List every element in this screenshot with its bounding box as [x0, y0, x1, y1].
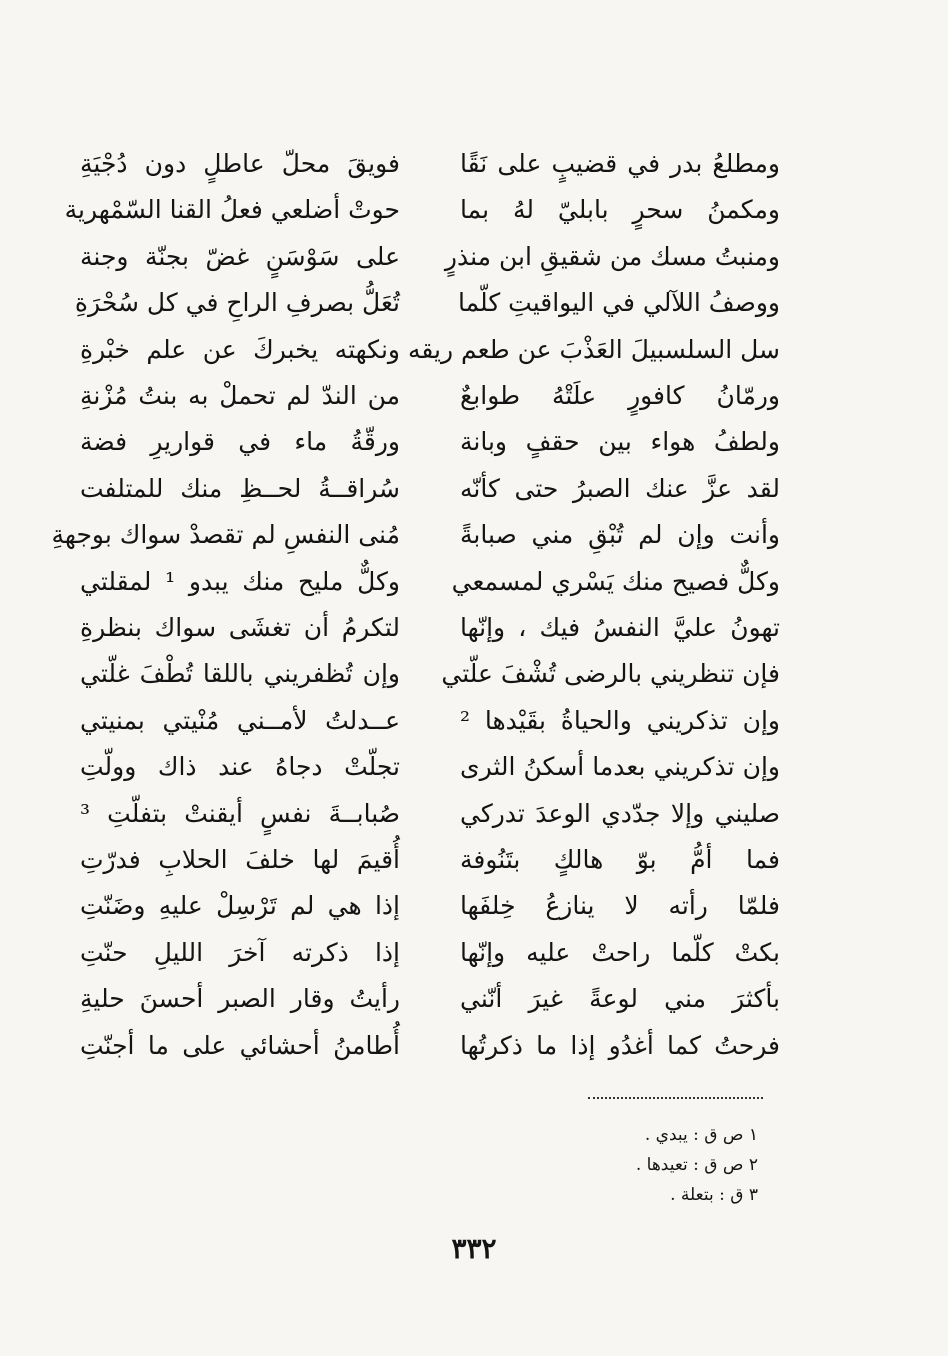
verse-row [74, 281, 780, 325]
verse-row [80, 931, 780, 975]
verse-first-hemistich: بأكثرَ مني لوعةً غيرَ أنّني [460, 984, 780, 1014]
verse-second-hemistich: إذا ذكرته آخرَ الليلِ حنّتِ [80, 937, 400, 967]
footnote-2: ٢ ص ق : تعيدها . [635, 1155, 758, 1175]
verse-second-hemistich: من الندّ لم تحملْ به بنتُ مُزْنةِ [80, 381, 400, 410]
verse-first-hemistich: وكلٌّ فصيح منك يَسْري لمسمعي [451, 566, 780, 596]
verse-first-hemistich: ورمّانُ كافورٍ علَتْهُ طوابعٌ [460, 381, 780, 410]
verse-second-hemistich: وإن تُظفريني باللقا تُطْفَ غلّتي [80, 659, 400, 689]
verse-first-hemistich: سل السلسبيلَ العَذْبَ عن طعم ريقه [408, 334, 780, 364]
verse-row [80, 235, 780, 279]
verse-row [80, 328, 780, 372]
verse-second-hemistich: حوتْ أضلعي فعلُ القنا السّمْهرية [64, 195, 400, 225]
verse-row [80, 606, 780, 650]
verse-second-hemistich: عــدلتُ لأمــني مُنْيتي بمنيتي [80, 705, 400, 735]
verse-first-hemistich: فرحتُ كما أغدُو إذا ما ذكرتُها [460, 1030, 780, 1060]
verse-second-hemistich: مُنى النفسِ لم تقصدْ سواك بوجهةِ [51, 520, 400, 550]
verse-row [80, 374, 780, 418]
verse-second-hemistich: فويقَ محلّ عاطلٍ دون دُجْيَةِ [80, 149, 400, 178]
verse-second-hemistich: تُعَلُّ بصرفِ الراحِ في كل سُحْرَةِ [74, 288, 400, 318]
verse-first-hemistich: فإن تنظريني بالرضى تُشْفَ علّتي [441, 659, 780, 689]
verse-row [80, 1024, 780, 1068]
verse-second-hemistich: أُقيمَ لها خلفَ الحلابِ فدرّتِ [80, 845, 400, 874]
page-number: ٣٣٢ [451, 1232, 497, 1265]
verse-first-hemistich: تهونُ عليَّ النفسُ فيك ، وإنّها [460, 613, 780, 642]
verse-second-hemistich: رأيتُ وقار الصبر أحسنَ حليةِ [80, 984, 400, 1014]
footnote-1: ١ ص ق : يبدي . [644, 1125, 758, 1145]
verse-row [80, 467, 780, 511]
verse-second-hemistich: ونكهته يخبركَ عن علم خبْرةِ [80, 334, 400, 364]
verse-first-hemistich: ومطلعُ بدر في قضيبٍ على نَقًا [460, 149, 780, 178]
footnote-divider [588, 1097, 763, 1099]
verse-second-hemistich: أُطامنُ أحشائي على ما أجنّتِ [80, 1030, 400, 1060]
verse-row [80, 977, 780, 1021]
verse-first-hemistich: ومكمنُ سحرٍ بابليّ لهُ بما [460, 195, 780, 225]
verse-second-hemistich: تجلّتْ دجاهُ عند ذاك وولّتِ [80, 752, 400, 782]
verse-row [80, 560, 780, 604]
verse-row [80, 838, 780, 882]
verse-first-hemistich: ولطفُ هواء بين حقفٍ وبانة [460, 427, 780, 457]
verse-row [64, 188, 780, 232]
verse-row [80, 792, 780, 836]
verse-second-hemistich: على سَوْسَنٍ غضّ بجنّة وجنة [80, 241, 400, 271]
verse-first-hemistich: بكتْ كلّما راحتْ عليه وإنّها [460, 937, 780, 967]
verse-row [51, 513, 780, 557]
verse-first-hemistich: فلمّا رأته لا ينازعُ خِلفَها [460, 891, 780, 921]
verse-second-hemistich: ورقّةُ ماء في قواريرِ فضة [80, 427, 400, 457]
verse-row [80, 142, 780, 186]
verse-second-hemistich: لتكرمُ أن تغشَى سواك بنظرةِ [80, 613, 400, 642]
verse-second-hemistich: سُراقــةُ لحــظِ منك للمتلفت [80, 473, 400, 503]
footnote-3: ٣ ق : بتعلة . [670, 1185, 758, 1205]
verse-row [80, 745, 780, 789]
verse-first-hemistich: وإن تذكريني بعدما أسكنُ الثرى [460, 752, 780, 782]
verse-second-hemistich: إذا هي لم تَرْسِلْ عليهِ وضَنّتِ [80, 891, 400, 921]
verse-first-hemistich: لقد عزَّ عنك الصبرُ حتى كأنّه [460, 473, 780, 503]
verse-row [80, 652, 780, 696]
verse-first-hemistich: ومنبتُ مسك من شقيقِ ابن منذرٍ [444, 241, 780, 271]
verse-second-hemistich: صُبابــةَ نفسٍ أيقنتْ بتفلّتِ ³ [80, 798, 400, 828]
verse-first-hemistich: ووصفُ اللآلي في اليواقيتِ كلّما [457, 288, 780, 318]
footnotes [636, 1120, 758, 1210]
poem [51, 142, 780, 1082]
verse-first-hemistich: وأنت وإن لم تُبْقِ مني صبابةً [460, 520, 780, 550]
verse-row [80, 884, 780, 928]
verse-row [80, 699, 780, 743]
verse-second-hemistich: وكلٌّ مليح منك يبدو ¹ لمقلتي [80, 566, 400, 596]
verse-first-hemistich: وإن تذكريني والحياةُ بقَيْدها ² [460, 705, 780, 735]
verse-row [80, 420, 780, 464]
verse-first-hemistich: صليني وإلا جدّدي الوعدَ تدركي [460, 798, 780, 828]
verse-first-hemistich: فما أمُّ بوّ هالكٍ بتَنُوفة [460, 845, 780, 874]
